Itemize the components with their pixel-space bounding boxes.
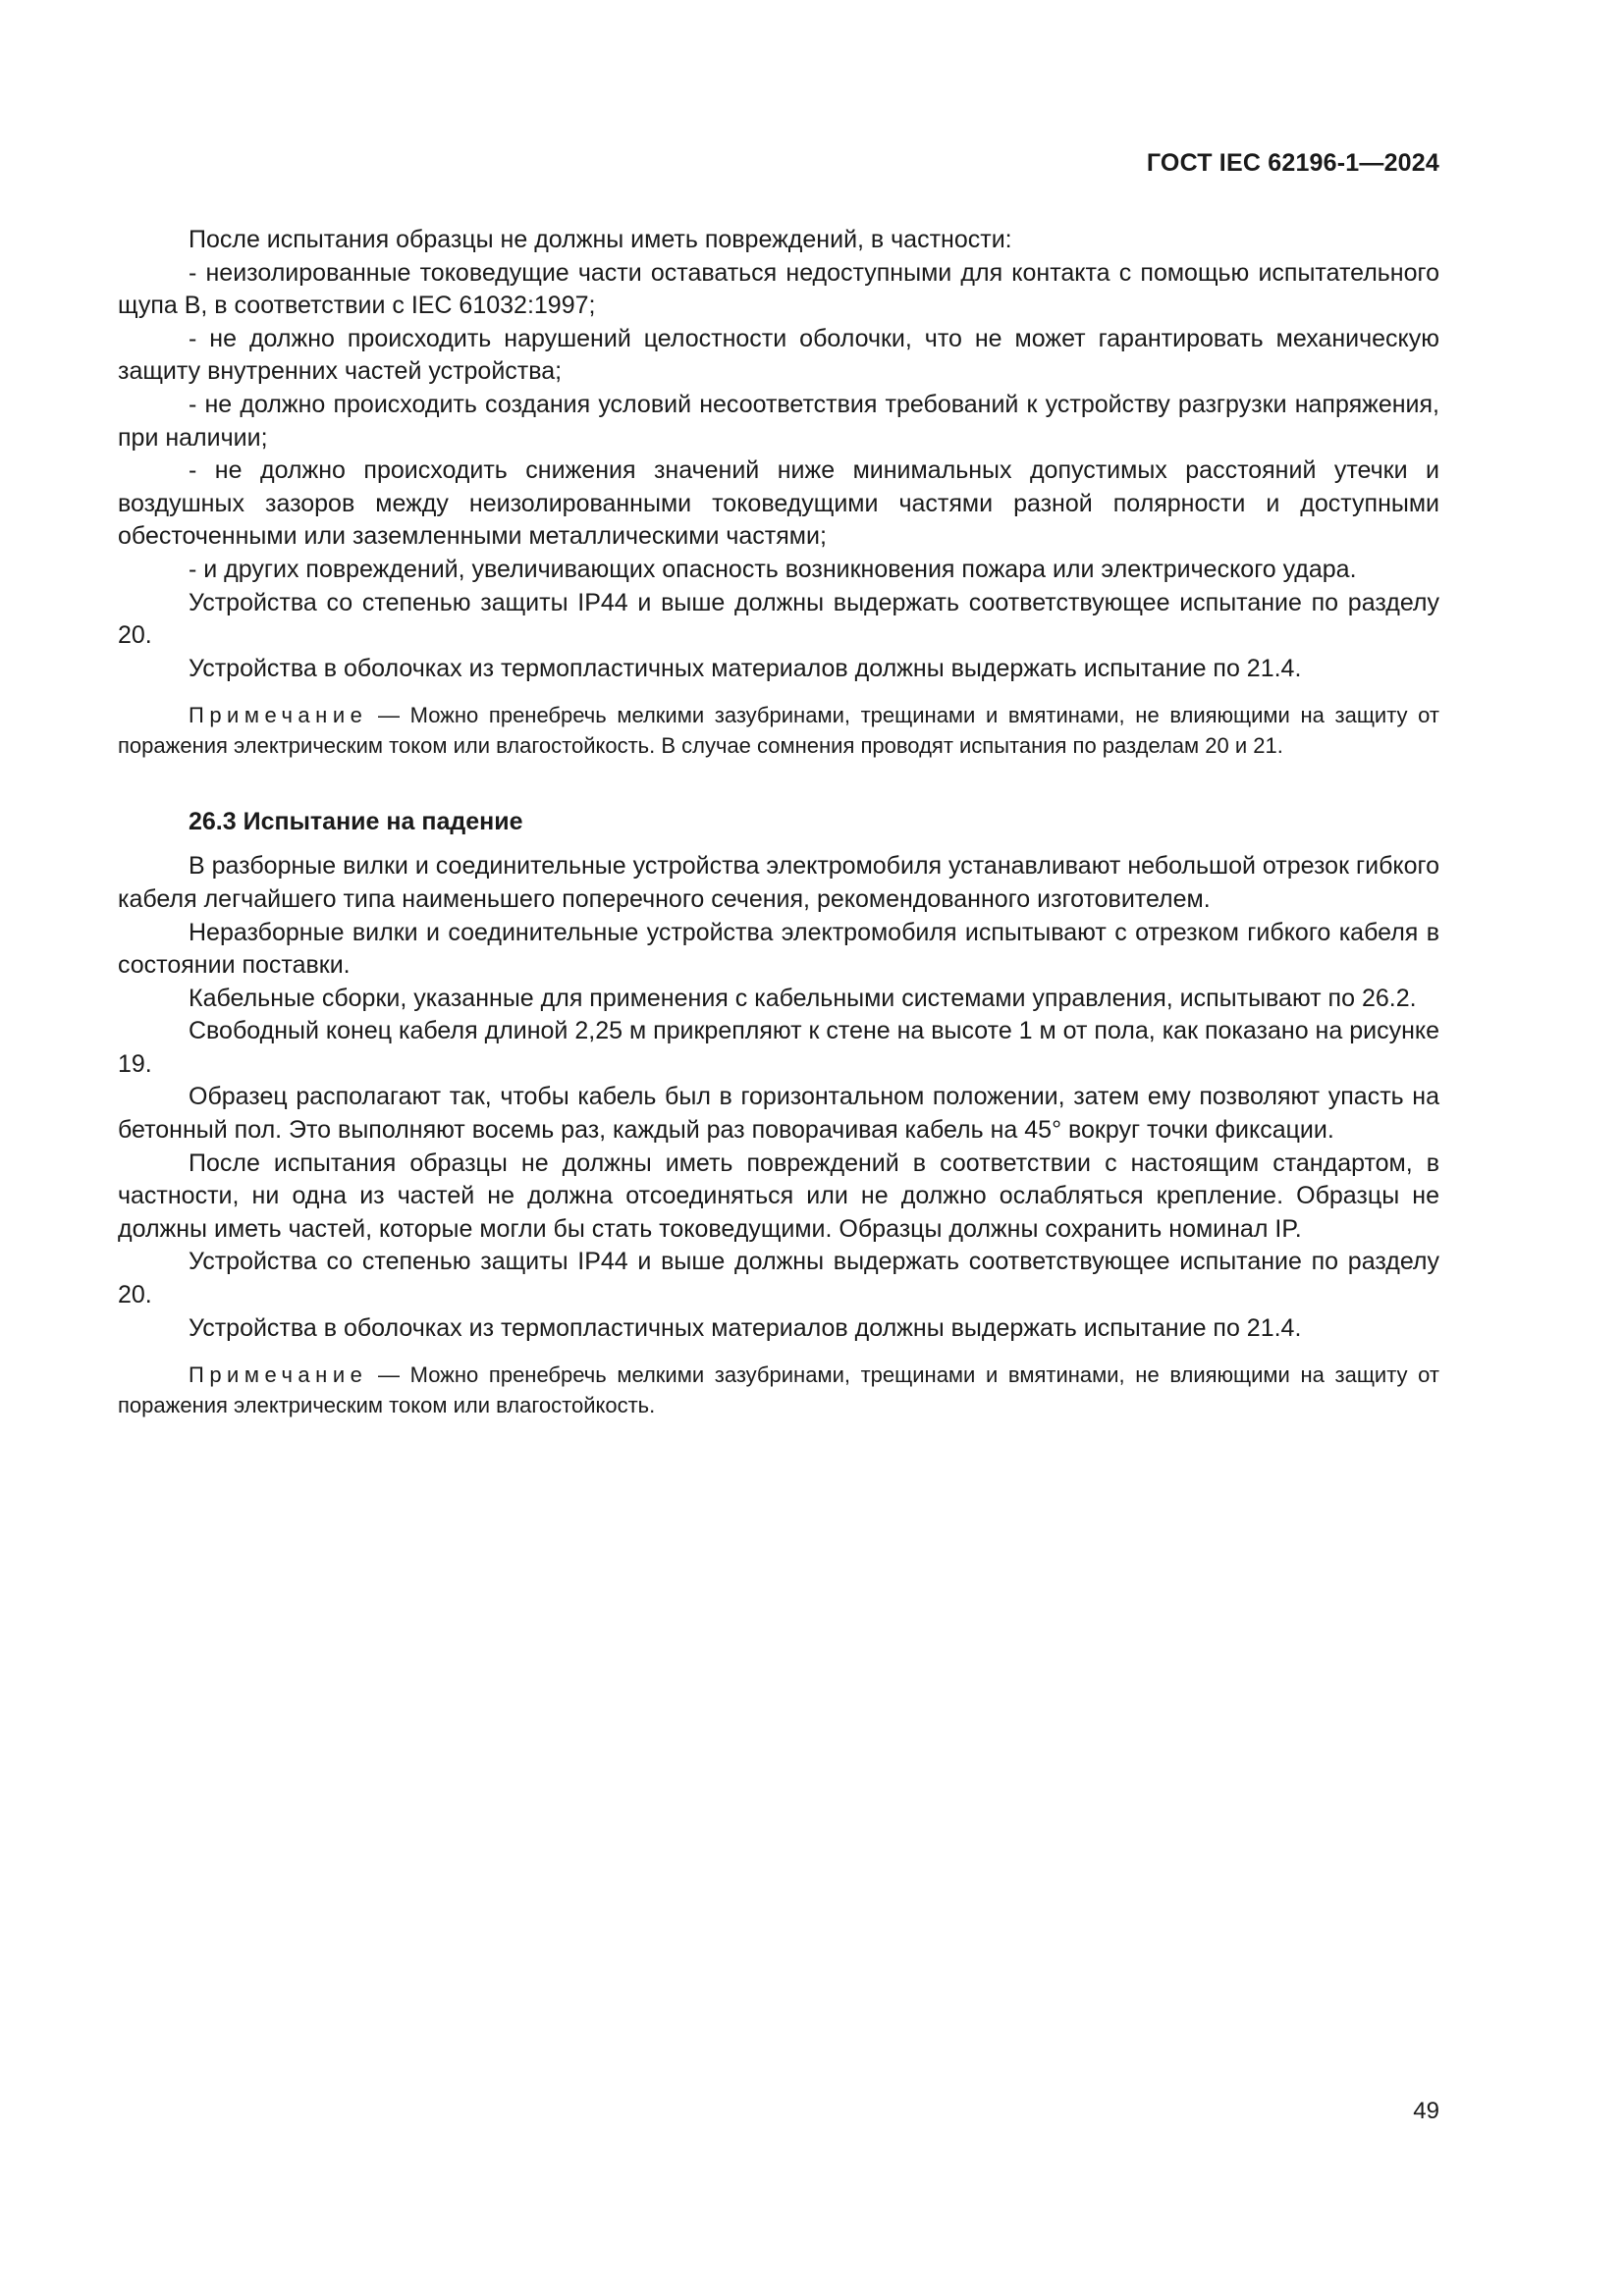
section-heading: 26.3 Испытание на падение	[189, 808, 523, 836]
paragraph: В разборные вилки и соединительные устройства электромобиля устанавливают небольшой отрезок гибкого кабеля легчайшего типа наименьшего поперечного сечения, рекомендованного изготовителем.	[118, 852, 1439, 913]
note-label: Примечание	[189, 703, 368, 728]
document-header: ГОСТ IEC 62196-1—2024	[1146, 149, 1439, 177]
note-text: — Можно пренебречь мелкими зазубринами, трещинами и вмятинами, не влияющими на защиту от поражения электрическим током или влагостойкость. В случае сомнения проводят испытания по разделам 20 и 21.	[118, 703, 1439, 758]
list-item: - не должно происходить создания условий несоответствия требований к устройству разгрузки напряжения, при наличии;	[118, 390, 1439, 452]
note	[118, 1361, 1439, 1420]
page-number: 49	[1413, 2098, 1439, 2124]
page-content	[118, 224, 1439, 1420]
paragraph: После испытания образцы не должны иметь повреждений в соответствии с настоящим стандартом, в частности, ни одна из частей не должна отсоединяться или не должно ослабляться крепление. Образцы не должны иметь частей, которые могли бы стать токоведущими. Образцы должны сохранить номинал IP.	[118, 1148, 1439, 1243]
paragraph: Неразборные вилки и соединительные устройства электромобиля испытывают с отрезком гибкого кабеля в состоянии поставки.	[118, 918, 1439, 980]
paragraph: Образец располагают так, чтобы кабель был в горизонтальном положении, затем ему позволяют упасть на бетонный пол. Это выполняют восемь раз, каждый раз поворачивая кабель на 45° вокруг точки фиксации.	[118, 1083, 1439, 1145]
paragraph: Кабельные сборки, указанные для применения с кабельными системами управления, испытывают по 26.2.	[189, 984, 1417, 1012]
list-item: - не должно происходить нарушений целостности оболочки, что не может гарантировать механическую защиту внутренних частей устройства;	[118, 324, 1439, 386]
note	[118, 701, 1439, 761]
paragraph: Устройства в оболочках из термопластичных материалов должны выдержать испытание по 21.4.	[189, 654, 1302, 682]
list-item: - и других повреждений, увеличивающих опасность возникновения пожара или электрического удара.	[189, 555, 1357, 583]
list-item: - неизолированные токоведущие части оставаться недоступными для контакта с помощью испытательного щупа В, в соответствии с IEC 61032:1997;	[118, 258, 1439, 320]
note-text: — Можно пренебречь мелкими зазубринами, трещинами и вмятинами, не влияющими на защиту от поражения электрическим током или влагостойкость.	[118, 1362, 1439, 1417]
list-item: - не должно происходить снижения значений ниже минимальных допустимых расстояний утечки и воздушных зазоров между неизолированными токоведущими частями разной полярности и доступными обесточенными или заземленными металлическими частями;	[118, 456, 1439, 551]
paragraph: Свободный конец кабеля длиной 2,25 м прикрепляют к стене на высоте 1 м от пола, как показано на рисунке 19.	[118, 1017, 1439, 1078]
paragraph: Устройства со степенью защиты IP44 и выше должны выдержать соответствующее испытание по разделу 20.	[118, 1248, 1439, 1309]
paragraph: Устройства со степенью защиты IP44 и выше должны выдержать соответствующее испытание по разделу 20.	[118, 588, 1439, 650]
note-label: Примечание	[189, 1362, 368, 1388]
paragraph: Устройства в оболочках из термопластичных материалов должны выдержать испытание по 21.4.	[189, 1313, 1302, 1342]
paragraph: После испытания образцы не должны иметь повреждений, в частности:	[189, 226, 1012, 253]
